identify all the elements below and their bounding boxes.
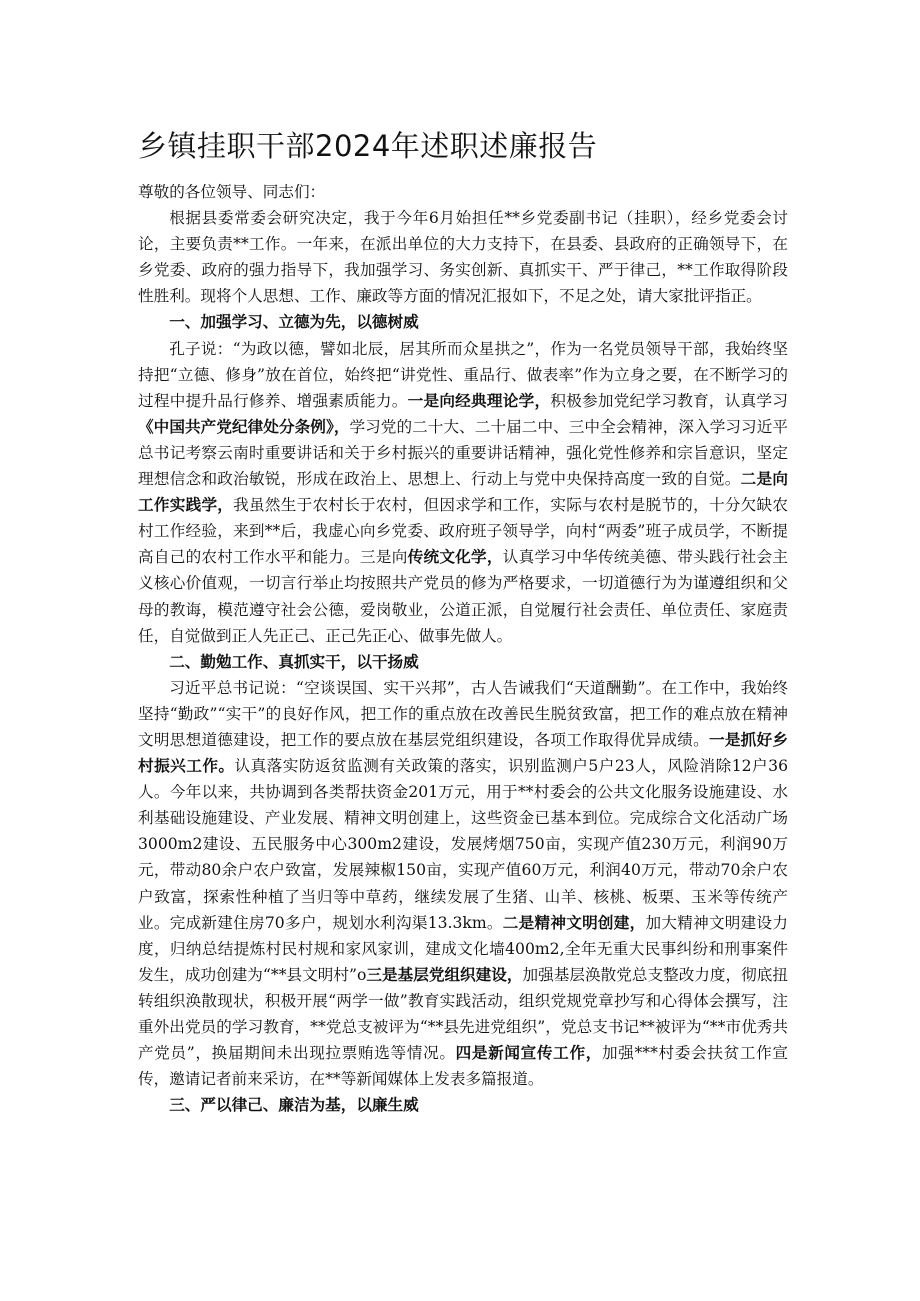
section-2-text-3: 加大精神文明建设力度，归纳总结提炼村民村规和家风家训，建成文化墙400m2,全年无重大民事纠纷和刑事案件发生，成功创建为“**县文明村”o (138, 913, 788, 984)
section-1-text-1: 孔子说：“为政以德，譬如北辰，居其所而众星拱之”，作为一名党员领导干部，我始终坚持把“立德、修身”放在首位，始终把“讲党性、重品行、做表率”作为立身之要，在不断学习的过程中提升品行修养、增强素质能力。 (138, 339, 788, 410)
greeting: 尊敬的各位领导、同志们： (138, 183, 326, 201)
section-2-text-1: 习近平总书记说：“空谈误国、实干兴邦”，古人告诫我们“天道酬勤”。在工作中，我始终坚持“勤政”“实干”的良好作风，把工作的重点放在改善民生脱贫致富，把工作的难点放在精神文明思想道德建设，把工作的要点放在基层党组织建设，各项工作取得优异成绩。 (138, 678, 788, 749)
section-2-point-4: 四是新闻宣传工作， (455, 1044, 602, 1063)
section-heading-3: 三、严以律己、廉洁为基，以廉生威 (169, 1096, 419, 1115)
section-1-text-5: 认真学习中华传统美德、带头践行社会主义核心价值观，一切言行举止均按照共产党员的修为严格要求，一切道德行为为谨遵组织和父母的教诲，模范遵守社会公德，爱岗敬业，公道正派，自觉履行社会责任、单位责任、家庭责任，自觉做到正人先正己、正己先正心、做事先做人。 (138, 548, 788, 645)
section-heading-2: 二、勤勉工作、真抓实干，以干扬威 (169, 652, 419, 671)
section-2-text-2: 认真落实防返贫监测有关政策的落实，识别监测户5户23人，风险消除12户36人。今年以来，共协调到各类帮扶资金201万元，用于**村委会的公共文化服务设施建设、水利基础设施建设、产业发展、精神文明创建上，这些资金已基本到位。完成综合文化活动广场3000m2建设、五民服务中心300m2建设，发展烤烟750亩，实现产值230万元，利润90万元，带动80余户农户致富，发展辣椒150亩，实现产值60万元，利润40万元，带动70余户农户致富，探索性种植了当归等中草药，继续发展了生猪、山羊、核桃、板栗、玉米等传统产业。完成新建住房70多户，规划水利沟渠13.3km。 (138, 757, 788, 932)
section-1-text-2: 积极参加党纪学习教育，认真学习 (550, 391, 788, 410)
section-1-paragraph (138, 336, 788, 649)
section-2-paragraph (138, 675, 788, 1093)
section-2-text-5: 加强***村委会扶贫工作宣传，邀请记者前来采访，在**等新闻媒体上发表多篇报道。 (138, 1044, 788, 1089)
document-title: 乡镇挂职干部2024年述职述廉报告 (138, 129, 598, 163)
section-1-point-3: 传统文化学， (407, 548, 503, 567)
section-2-point-2: 二是精神文明创建， (502, 913, 646, 932)
section-1-book-title: 《中国共产党纪律处分条例》， (138, 417, 350, 436)
section-2-point-3: 三是基层党组织建设， (366, 965, 523, 984)
section-1-point-1: 一是向经典理论学， (407, 391, 551, 410)
section-heading-1: 一、加强学习、立德为先，以德树威 (169, 313, 419, 332)
section-2-text-4: 加强基层涣散党总支整改力度，彻底扭转组织涣散现状，积极开展“两学一做”教育实践活动，组织党规党章抄写和心得体会撰写，注重外出党员的学习教育，**党总支被评为“**县先进党组织”，党总支书记**被评为“**市优秀共产党员”，换届期间未出现拉票贿选等情况。 (138, 965, 788, 1063)
section-1-text-3: 学习党的二十大、二十届二中、三中全会精神，深入学习习近平总书记考察云南时重要讲话和关于乡村振兴的重要讲话精神，强化党性修养和宗旨意识，坚定理想信念和政治敏锐，形成在政治上、思想上、行动上与党中央保持高度一致的自觉。 (138, 417, 788, 489)
document-body (138, 179, 788, 1118)
section-1-point-2: 二是向工作实践学， (138, 470, 788, 515)
intro-paragraph: 根据县委常委会研究决定，我于今年6月始担任**乡党委副书记（挂职），经乡党委会讨论，主要负责**工作。一年来，在派出单位的大力支持下，在县委、县政府的正确领导下，在乡党委、政府的强力指导下，我加强学习、务实创新、真抓实干、严于律己，**工作取得阶段性胜利。现将个人思想、工作、廉政等方面的情况汇报如下，不足之处，请大家批评指正。 (138, 209, 788, 306)
section-2-point-1: 一是抓好乡村振兴工作。 (138, 730, 788, 776)
section-1-text-4: 我虽然生于农村长于农村，但因求学和工作，实际与农村是脱节的，十分欠缺农村工作经验，来到**后，我虚心向乡党委、政府班子领导学，向村“两委”班子成员学，不断提高自己的农村工作水平和能力。三是向 (138, 496, 788, 567)
